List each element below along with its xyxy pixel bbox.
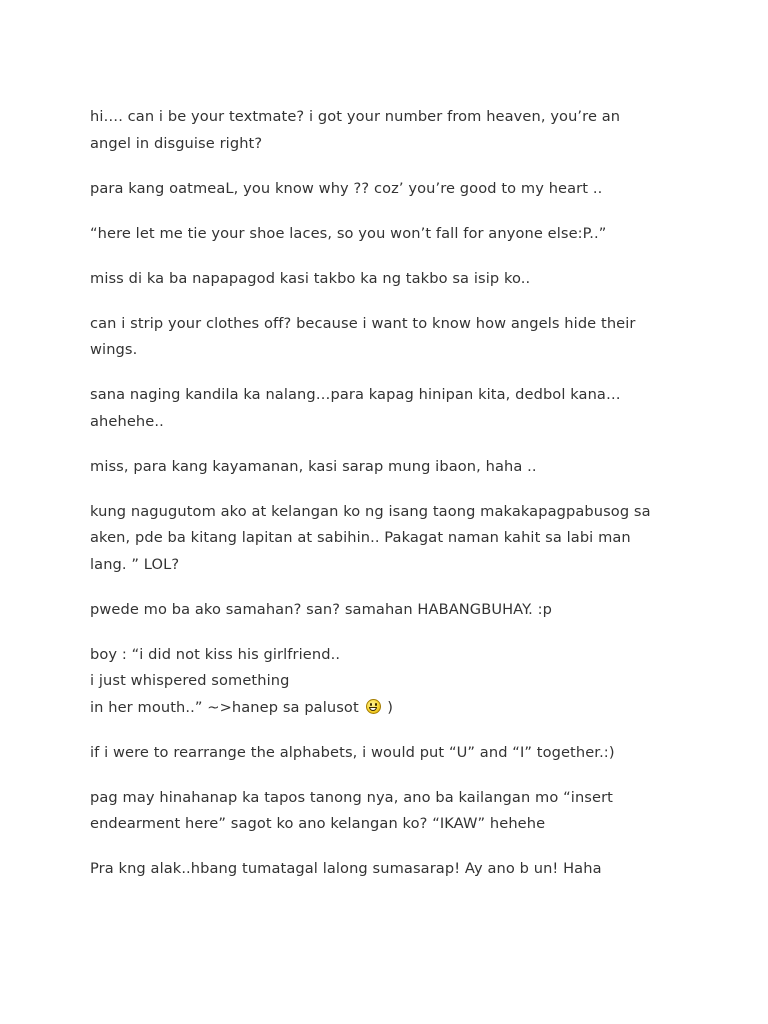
grinning-smiley-icon: [366, 699, 381, 714]
paragraph-1: [90, 104, 690, 157]
paragraph-7: [90, 454, 690, 481]
text-line: para kang oatmeaL, you know why ?? coz’ you’re good to my heart ..: [90, 179, 603, 197]
text-line: pwede mo ba ako samahan? san? samahan HABANGBUHAY. :p: [90, 600, 553, 618]
paragraph-6: [90, 382, 690, 435]
text-line: “here let me tie your shoe laces, so you won’t fall for anyone else:P..”: [90, 224, 607, 242]
text-line: angel in disguise right?: [90, 134, 263, 152]
text-line: if i were to rearrange the alphabets, i would put “U” and “I” together.:): [90, 743, 615, 761]
text-line: wings.: [90, 341, 138, 358]
text-line: sana naging kandila ka nalang…para kapag hinipan kita, dedbol kana…: [90, 386, 621, 403]
text-line: i just whispered something: [90, 672, 290, 689]
text-line: lang. ” LOL?: [90, 555, 180, 573]
text-line: miss, para kang kayamanan, kasi sarap mung ibaon, haha ..: [90, 457, 537, 475]
text-line-with-emoji: [90, 695, 690, 722]
paragraph-8: [90, 499, 690, 579]
paragraph-12: [90, 785, 690, 838]
paragraph-5: [90, 311, 690, 364]
document-page: [90, 104, 690, 901]
text-line: boy : “i did not kiss his girlfriend..: [90, 645, 341, 663]
paragraph-9: [90, 597, 690, 624]
paragraph-3: [90, 221, 690, 248]
paragraph-4: [90, 266, 690, 293]
text-line: can i strip your clothes off? because i want to know how angels hide their: [90, 314, 636, 332]
text-line: pag may hinahanap ka tapos tanong nya, ano ba kailangan mo “insert: [90, 788, 613, 806]
paragraph-10: [90, 642, 690, 722]
text-line: hi…. can i be your textmate? i got your number from heaven, you’re an: [90, 108, 621, 125]
paragraph-11: [90, 740, 690, 767]
text-line: aken, pde ba kitang lapitan at sabihin.. Pakagat naman kahit sa labi man: [90, 529, 631, 546]
text-line: ahehehe..: [90, 412, 164, 430]
paragraph-13: [90, 856, 690, 883]
text-line: endearment here” sagot ko ano kelangan ko? “IKAW” hehehe: [90, 815, 546, 832]
text-fragment: in her mouth..” ~>hanep sa palusot: [90, 698, 359, 716]
text-fragment: ): [382, 698, 394, 716]
text-line: Pra kng alak..hbang tumatagal lalong sumasarap! Ay ano b un! Haha: [90, 860, 602, 877]
paragraph-2: [90, 176, 690, 203]
text-line: miss di ka ba napapagod kasi takbo ka ng takbo sa isip ko..: [90, 269, 531, 287]
text-line: kung nagugutom ako at kelangan ko ng isang taong makakapagpabusog sa: [90, 502, 651, 520]
